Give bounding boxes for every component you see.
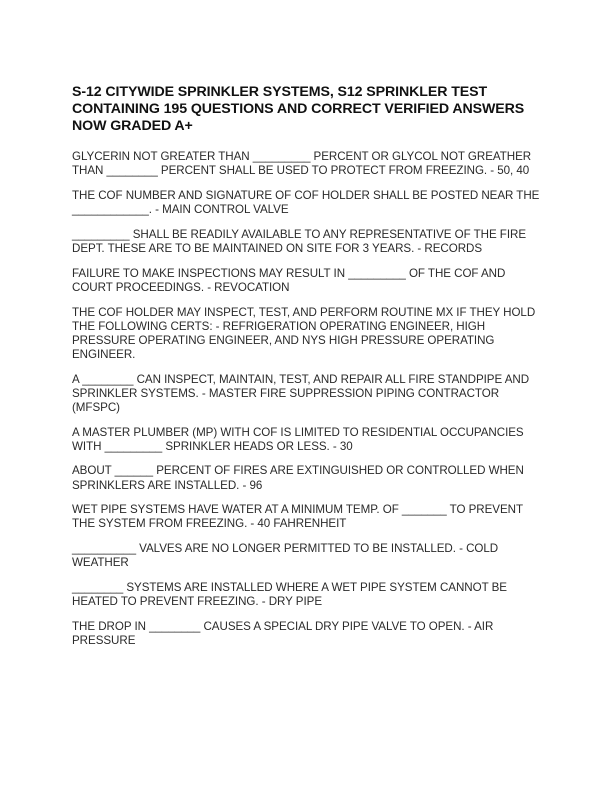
question-item: THE COF HOLDER MAY INSPECT, TEST, AND PERFORM ROUTINE MX IF THEY HOLD THE FOLLOWING CERTS: - REFRIGERATION OPERATING ENGINEER, HIGH PRESSURE OPERATING ENGINEER, AND NYS HIGH PRESSURE OPERATING ENGINEER. [72, 305, 536, 361]
question-item: ________ SYSTEMS ARE INSTALLED WHERE A WET PIPE SYSTEM CANNOT BE HEATED TO PREVENT FREEZING. - DRY PIPE [72, 581, 507, 609]
question-item: THE DROP IN ________ CAUSES A SPECIAL DRY PIPE VALVE TO OPEN. - AIR PRESSURE [72, 619, 494, 647]
question-item: FAILURE TO MAKE INSPECTIONS MAY RESULT IN _________ OF THE COF AND COURT PROCEEDINGS. - REVOCATION [72, 266, 506, 294]
document-page [72, 84, 542, 659]
question-item: A ________ CAN INSPECT, MAINTAIN, TEST, AND REPAIR ALL FIRE STANDPIPE AND SPRINKLER SYSTEMS. - MASTER FIRE SUPPRESSION PIPING CONTRACTOR (MFSPC) [72, 372, 530, 414]
question-item: THE COF NUMBER AND SIGNATURE OF COF HOLDER SHALL BE POSTED NEAR THE ____________. - MAIN CONTROL VALVE [72, 188, 540, 216]
document-title: S-12 CITYWIDE SPRINKLER SYSTEMS, S12 SPRINKLER TEST CONTAINING 195 QUESTIONS AND CORRECT VERIFIED ANSWERS NOW GRADED A+ [72, 84, 525, 134]
question-item: __________ VALVES ARE NO LONGER PERMITTED TO BE INSTALLED. - COLD WEATHER [72, 542, 499, 570]
question-item: GLYCERIN NOT GREATER THAN _________ PERCENT OR GLYCOL NOT GREATHER THAN ________ PERCENT SHALL BE USED TO PROTECT FROM FREEZING. - 50, 40 [72, 150, 532, 178]
question-item: _________ SHALL BE READILY AVAILABLE TO ANY REPRESENTATIVE OF THE FIRE DEPT. THESE ARE TO BE MAINTAINED ON SITE FOR 3 YEARS. - RECORDS [72, 227, 527, 255]
question-item: WET PIPE SYSTEMS HAVE WATER AT A MINIMUM TEMP. OF _______ TO PREVENT THE SYSTEM FROM FREEZING. - 40 FAHRENHEIT [72, 503, 523, 531]
question-item: A MASTER PLUMBER (MP) WITH COF IS LIMITED TO RESIDENTIAL OCCUPANCIES WITH _________ SPRINKLER HEADS OR LESS. - 30 [72, 425, 524, 453]
question-item: ABOUT ______ PERCENT OF FIRES ARE EXTINGUISHED OR CONTROLLED WHEN SPRINKLERS ARE INSTALLED. - 96 [72, 464, 524, 492]
question-list [72, 150, 542, 648]
